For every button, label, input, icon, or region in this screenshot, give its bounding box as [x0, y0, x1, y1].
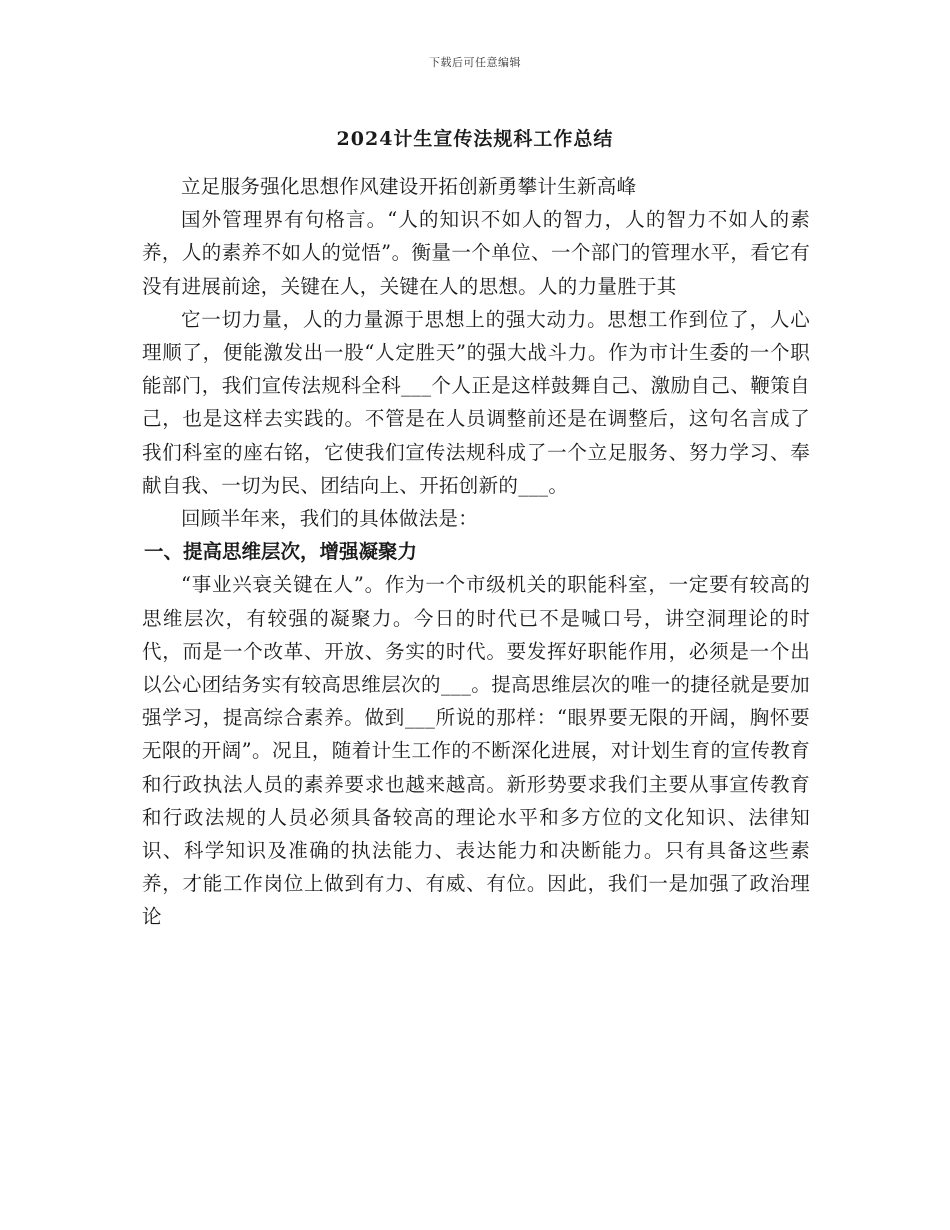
paragraph-section-one: “事业兴衰关键在人”。作为一个市级机关的职能科室，一定要有较高的思维层次，有较强的凝聚力。今日的时代已不是喊口号，讲空洞理论的时代，而是一个改革、开放、务实的时代。要发挥好职能作用，必须是一个出以公心团结务实有较高思维层次的___。提高思维层次的唯一的捷径就是要加强学习，提高综合素养。做到___所说的那样：“眼界要无限的开阔，胸怀要无限的开阔”。况且，随着计生工作的不断深化进展，对计划生育的宣传教育和行政执法人员的素养要求也越来越高。新形势要求我们主要从事宣传教育和行政法规的人员必须具备较高的理论水平和多方位的文化知识、法律知识、科学知识及准确的执法能力、表达能力和决断能力。只有具备这些素养，才能工作岗位上做到有力、有威、有位。因此，我们一是加强了政治理论 — [142, 573, 810, 929]
header-note: 下载后可任意编辑 — [429, 56, 521, 69]
paragraph-intro: 国外管理界有句格言。“人的知识不如人的智力，人的智力不如人的素养，人的素养不如人的觉悟”。衡量一个单位、一个部门的管理水平，看它有没有进展前途，关键在人，关键在人的思想。人的力量胜于其 — [142, 208, 810, 298]
paragraph-review: 回顾半年来，我们的具体做法是： — [181, 507, 479, 531]
document-title: 2024计生宣传法规科工作总结 — [336, 128, 614, 150]
paragraph-subtitle: 立足服务强化思想作风建设开拓创新勇攀计生新高峰 — [181, 175, 637, 198]
section-heading: 一、提高思维层次，增强凝聚力 — [144, 540, 418, 564]
paragraph-continuation: 它一切力量，人的力量源于思想上的强大动力。思想工作到位了，人心理顺了，便能激发出一股“人定胜天”的强大战斗力。作为市计生委的一个职能部门，我们宣传法规科全科___个人正是这样鼓舞自己、激励自己、鞭策自己，也是这样去实践的。不管是在人员调整前还是在调整后，这句名言成了我们科室的座右铭，它使我们宣传法规科成了一个立足服务、努力学习、奉献自我、一切为民、团结向上、开拓创新的___。 — [142, 307, 810, 497]
document-body — [142, 170, 810, 934]
